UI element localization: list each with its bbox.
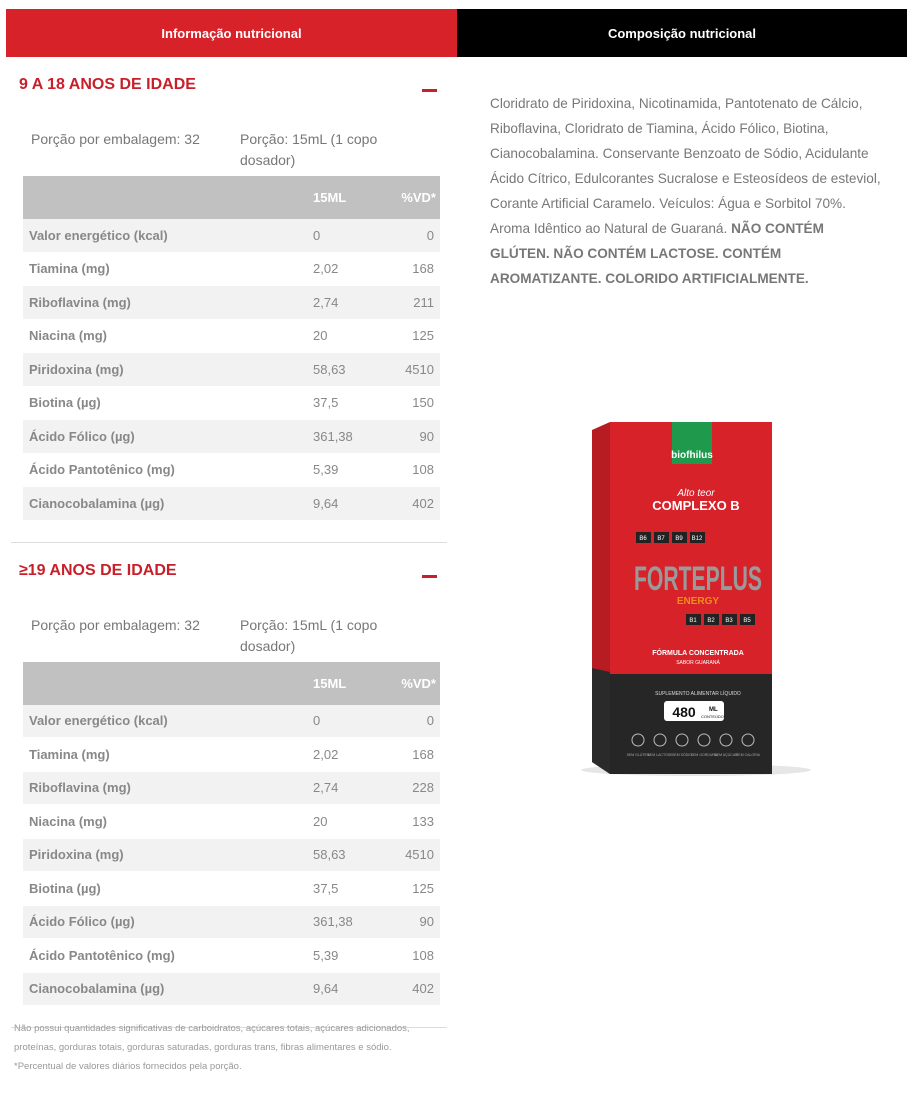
table-row <box>23 487 440 521</box>
nutrient-amount: 5,39 <box>309 939 393 973</box>
badge-b6: B6 <box>639 536 647 542</box>
product-name: FORTEPLUS <box>634 560 762 598</box>
nutrient-name: Biotina (µg) <box>23 872 309 906</box>
portion-per-package: Porção por embalagem: 32 <box>31 616 200 633</box>
section-19-plus <box>6 543 447 1029</box>
nutrient-name: Valor energético (kcal) <box>23 705 309 738</box>
section-title: 9 A 18 ANOS DE IDADE <box>19 76 196 93</box>
badge-b12: B12 <box>691 536 703 542</box>
nutrient-name: Tiamina (mg) <box>23 738 309 772</box>
header-vd: %VD* <box>393 662 440 705</box>
section-header[interactable] <box>6 543 447 603</box>
product-sub: ENERGY <box>676 596 720 607</box>
nutrient-vd: 228 <box>393 771 440 805</box>
table-row <box>23 319 440 353</box>
collapse-minus-icon[interactable] <box>422 575 437 578</box>
nutrient-vd: 133 <box>393 805 440 839</box>
badge-b7: B7 <box>657 536 665 542</box>
header-amount: 15ML <box>309 176 393 219</box>
nutrient-name: Ácido Fólico (µg) <box>23 420 309 454</box>
nutrition-table <box>23 176 440 521</box>
product-flavor: SABOR GUARANÁ <box>676 660 720 666</box>
table-row <box>23 872 440 906</box>
nutrient-name: Piridoxina (mg) <box>23 838 309 872</box>
nutrient-amount: 361,38 <box>309 905 393 939</box>
section-header[interactable] <box>6 57 447 117</box>
nutrient-amount: 2,74 <box>309 286 393 320</box>
footnote <box>14 1019 434 1076</box>
product-volume-unit: ML <box>709 707 718 713</box>
nutrient-amount: 37,5 <box>309 386 393 420</box>
icon-label: SEM LACTOSE <box>647 753 673 757</box>
table-row <box>23 286 440 320</box>
nutrient-vd: 150 <box>393 386 440 420</box>
table-row <box>23 353 440 387</box>
nutrient-name: Tiamina (mg) <box>23 252 309 286</box>
portion-size: Porção: 15mL (1 copo dosador) <box>240 616 378 654</box>
product-line2: COMPLEXO B <box>652 498 740 513</box>
nutrient-name: Ácido Pantotênico (mg) <box>23 939 309 973</box>
portion-size: Porção: 15mL (1 copo dosador) <box>240 131 378 168</box>
icon-label: SEM AÇÚCAR <box>714 753 738 757</box>
badge-b1: B1 <box>689 618 697 624</box>
nutrient-amount: 9,64 <box>309 487 393 521</box>
nutrient-vd: 125 <box>393 872 440 906</box>
nutrient-vd: 108 <box>393 939 440 973</box>
nutrition-panel <box>6 57 447 1028</box>
table-row <box>23 939 440 973</box>
table-row <box>23 453 440 487</box>
nutrient-amount: 58,63 <box>309 838 393 872</box>
section-title: ≥19 ANOS DE IDADE <box>19 561 177 579</box>
nutrient-amount: 2,02 <box>309 738 393 772</box>
product-brand: biofhilus <box>671 450 713 461</box>
footnote-disclaimer: Não possui quantidades significativas de carboidratos, açúcares totais, açúcares adicionados, proteínas, gorduras totais, gorduras saturadas, gorduras trans, fibras alimentares e sódio. <box>14 1023 410 1053</box>
icon-label: SEM CALORIA <box>736 753 760 757</box>
nutrient-amount: 2,02 <box>309 252 393 286</box>
icon-label: SEM GORDURA <box>690 753 718 757</box>
nutrient-amount: 0 <box>309 219 393 252</box>
product-line1: Alto teor <box>677 488 715 499</box>
icon-label: SEM SÓDIO <box>672 753 692 757</box>
table-row <box>23 420 440 454</box>
nutrient-amount: 0 <box>309 705 393 738</box>
nutrient-vd: 4510 <box>393 838 440 872</box>
nutrient-vd: 168 <box>393 738 440 772</box>
nutrient-name: Piridoxina (mg) <box>23 353 309 387</box>
icon-label: SEM GLÚTEN <box>626 753 650 757</box>
nutrient-name: Valor energético (kcal) <box>23 219 309 252</box>
nutrient-name: Riboflavina (mg) <box>23 771 309 805</box>
nutrient-vd: 402 <box>393 487 440 521</box>
table-row <box>23 972 440 1006</box>
badge-b2: B2 <box>707 618 715 624</box>
composition-warnings: NÃO CONTÉM GLÚTEN. NÃO CONTÉM LACTOSE. CONTÉM AROMATIZANTE. COLORIDO ARTIFICIALMENTE. <box>490 221 824 286</box>
nutrient-name: Cianocobalamina (µg) <box>23 972 309 1006</box>
tab-bar <box>6 9 907 57</box>
nutrition-table <box>23 662 440 1007</box>
table-row <box>23 771 440 805</box>
badge-b9: B9 <box>675 536 683 542</box>
product-image <box>576 418 816 780</box>
table-row <box>23 905 440 939</box>
nutrient-amount: 20 <box>309 805 393 839</box>
table-row <box>23 252 440 286</box>
nutrient-amount: 361,38 <box>309 420 393 454</box>
table-row <box>23 705 440 738</box>
nutrient-name: Niacina (mg) <box>23 805 309 839</box>
nutrient-vd: 0 <box>393 219 440 252</box>
nutrient-amount: 2,74 <box>309 771 393 805</box>
portion-per-package: Porção por embalagem: 32 <box>31 131 200 147</box>
collapse-minus-icon[interactable] <box>422 89 437 92</box>
product-volume: 480 <box>672 704 696 720</box>
nutrient-amount: 37,5 <box>309 872 393 906</box>
nutrient-vd: 125 <box>393 319 440 353</box>
nutrient-amount: 5,39 <box>309 453 393 487</box>
nutrient-name: Ácido Fólico (µg) <box>23 905 309 939</box>
nutrient-name: Ácido Pantotênico (mg) <box>23 453 309 487</box>
nutrient-vd: 211 <box>393 286 440 320</box>
nutrient-amount: 58,63 <box>309 353 393 387</box>
section-9-18 <box>6 57 447 543</box>
tab-nutrition-info[interactable]: Informação nutricional <box>6 9 457 57</box>
nutrient-vd: 90 <box>393 420 440 454</box>
header-amount: 15ML <box>309 662 393 705</box>
tab-nutrition-composition[interactable]: Composição nutricional <box>457 9 907 57</box>
nutrient-vd: 108 <box>393 453 440 487</box>
header-vd: %VD* <box>393 176 440 219</box>
nutrient-vd: 168 <box>393 252 440 286</box>
badge-b3: B3 <box>725 618 733 624</box>
nutrient-name: Biotina (µg) <box>23 386 309 420</box>
product-volume-note: CONTEÚDO <box>701 714 724 719</box>
composition-text <box>490 91 885 291</box>
nutrient-amount: 9,64 <box>309 972 393 1006</box>
nutrient-name: Riboflavina (mg) <box>23 286 309 320</box>
table-row <box>23 386 440 420</box>
header-nutrient <box>23 662 309 705</box>
table-header-row <box>23 662 440 705</box>
table-header-row <box>23 176 440 219</box>
product-formula: FÓRMULA CONCENTRADA <box>652 650 744 657</box>
portion-info <box>6 117 447 170</box>
header-nutrient <box>23 176 309 219</box>
portion-info <box>6 603 447 656</box>
nutrient-vd: 0 <box>393 705 440 738</box>
nutrient-vd: 402 <box>393 972 440 1006</box>
product-supplement: SUPLEMENTO ALIMENTAR LÍQUIDO <box>655 691 741 697</box>
table-row <box>23 219 440 252</box>
nutrient-vd: 4510 <box>393 353 440 387</box>
table-row <box>23 805 440 839</box>
nutrient-vd: 90 <box>393 905 440 939</box>
composition-ingredients: Cloridrato de Piridoxina, Nicotinamida, Pantotenato de Cálcio, Riboflavina, Cloridrato de Tiamina, Ácido Fólico, Biotina, Cianocobalamina. Conservante Benzoato de Sódio, Acidulante Ácido Cítrico, Edulcorantes Sucralose e Esteosídeos de esteviol, Corante Artificial Caramelo. Veículos: Água e Sorbitol 70%. Aroma Idêntico ao Natural de Guaraná. <box>490 96 881 236</box>
badge-b5: B5 <box>743 618 751 624</box>
nutrient-name: Cianocobalamina (µg) <box>23 487 309 521</box>
table-row <box>23 738 440 772</box>
table-row <box>23 838 440 872</box>
nutrient-name: Niacina (mg) <box>23 319 309 353</box>
nutrient-amount: 20 <box>309 319 393 353</box>
footnote-vd-note: *Percentual de valores diários fornecidos pela porção. <box>14 1061 242 1072</box>
